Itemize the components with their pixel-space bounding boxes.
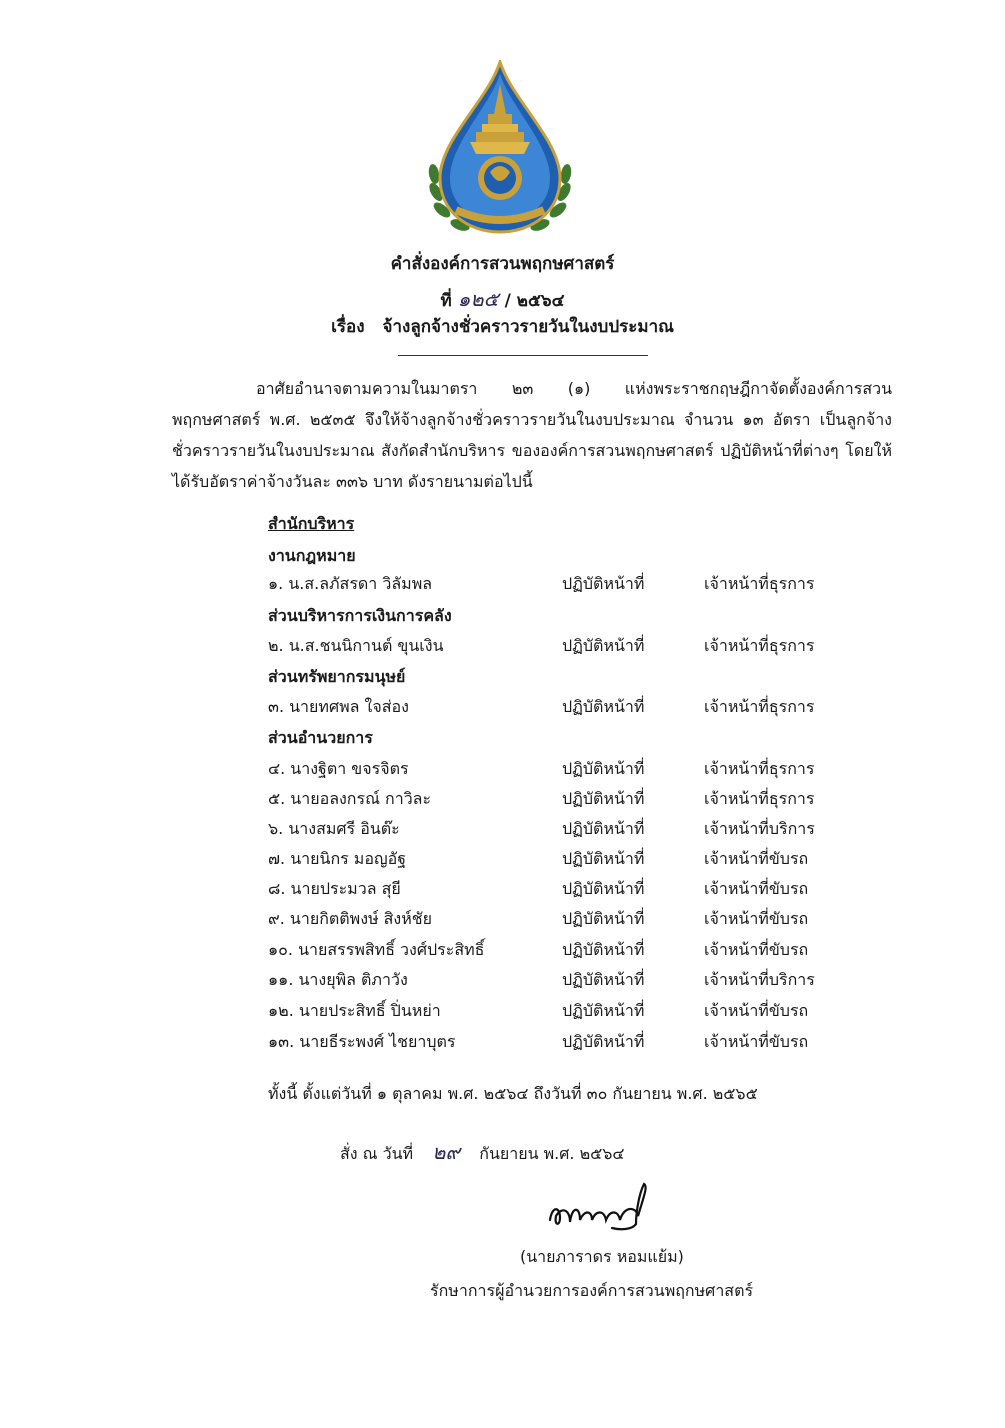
staff-duty: ปฏิบัติหน้าที่: [562, 819, 645, 838]
signer-name: (นายภาราดร หอมแย้ม): [520, 1247, 684, 1266]
staff-position: เจ้าหน้าที่ขับรถ: [704, 879, 809, 898]
staff-duty: ปฏิบัติหน้าที่: [562, 909, 645, 928]
staff-duty: ปฏิบัติหน้าที่: [562, 1032, 645, 1051]
order-title: คำสั่งองค์การสวนพฤกษศาสตร์: [390, 254, 615, 274]
order-date-prefix: สั่ง ณ วันที่: [340, 1144, 414, 1163]
staff-name: ๑๒. นายประสิทธิ์ ปิ่นหย่า: [268, 1001, 441, 1020]
order-date-line: [340, 1136, 625, 1168]
staff-name: ๙. นายกิตติพงษ์ สิงห์ชัย: [268, 909, 433, 928]
staff-row: [268, 787, 888, 811]
staff-name: ๑๐. นายสรรพสิทธิ์ วงศ์ประสิทธิ์: [268, 940, 485, 959]
staff-name: ๘. นายประมวล สุยี: [268, 879, 401, 898]
staff-row: [268, 757, 888, 781]
staff-name: ๕. นายอลงกรณ์ กาวิละ: [268, 789, 432, 808]
staff-row: [268, 634, 888, 658]
body-paragraph: [172, 373, 892, 497]
subject-text: จ้างลูกจ้างชั่วคราวรายวันในงบประมาณ: [382, 317, 674, 337]
staff-name: ๑๑. นางยุพิล ติภาวัง: [268, 970, 408, 989]
staff-row: [268, 999, 888, 1023]
unit-heading-admin: ส่วนอำนวยการ: [268, 728, 373, 747]
order-number-prefix: ที่: [440, 291, 452, 311]
staff-position: เจ้าหน้าที่ธุรการ: [704, 574, 815, 593]
staff-name: ๑๓. นายธีระพงศ์ ไชยาบุตร: [268, 1032, 456, 1051]
subject-label: เรื่อง: [331, 317, 365, 337]
staff-duty: ปฏิบัติหน้าที่: [562, 849, 645, 868]
staff-position: เจ้าหน้าที่ธุรการ: [704, 759, 815, 778]
staff-row: [268, 938, 888, 962]
staff-position: เจ้าหน้าที่ขับรถ: [704, 909, 809, 928]
staff-duty: ปฏิบัติหน้าที่: [562, 574, 645, 593]
staff-duty: ปฏิบัติหน้าที่: [562, 789, 645, 808]
botanical-garden-logo: [420, 60, 580, 240]
staff-duty: ปฏิบัติหน้าที่: [562, 697, 645, 716]
handwritten-signature: [540, 1176, 660, 1240]
staff-position: เจ้าหน้าที่ขับรถ: [704, 1001, 809, 1020]
signer-title: รักษาการผู้อำนวยการองค์การสวนพฤกษศาสตร์: [430, 1281, 754, 1300]
staff-duty: ปฏิบัติหน้าที่: [562, 940, 645, 959]
staff-position: เจ้าหน้าที่ธุรการ: [704, 697, 815, 716]
staff-row: [268, 877, 888, 901]
staff-name: ๑. น.ส.ลภัสรดา วิลัมพล: [268, 574, 433, 593]
staff-row: [268, 847, 888, 871]
order-date-suffix: กันยายน พ.ศ. ๒๕๖๔: [479, 1144, 625, 1163]
department-heading: สำนักบริหาร: [268, 514, 355, 533]
divider: [398, 355, 648, 356]
staff-position: เจ้าหน้าที่ขับรถ: [704, 940, 809, 959]
order-number-suffix: / ๒๕๖๔: [504, 291, 565, 311]
staff-row: [268, 572, 888, 596]
staff-duty: ปฏิบัติหน้าที่: [562, 1001, 645, 1020]
unit-heading-finance: ส่วนบริหารการเงินการคลัง: [268, 606, 452, 625]
staff-duty: ปฏิบัติหน้าที่: [562, 970, 645, 989]
order-date-day-handwritten: ๒๙: [432, 1140, 461, 1164]
staff-row: [268, 1030, 888, 1054]
order-number-handwritten: ๑๒๕: [457, 287, 499, 311]
staff-position: เจ้าหน้าที่ขับรถ: [704, 1032, 809, 1051]
staff-name: ๖. นางสมศรี อินต๊ะ: [268, 819, 400, 838]
staff-duty: ปฏิบัติหน้าที่: [562, 636, 645, 655]
staff-position: เจ้าหน้าที่ธุรการ: [704, 789, 815, 808]
staff-name: ๗. นายนิกร มอญอัฐ: [268, 849, 407, 868]
body-paragraph-text: อาศัยอำนาจตามความในมาตรา ๒๓ (๑) แห่งพระราชกฤษฎีกาจัดตั้งองค์การสวนพฤกษศาสตร์ พ.ศ. ๒๕๓๕ จึงให้จ้างลูกจ้างชั่วคราวรายวันในงบประมาณ จำนวน ๑๓ อัตรา เป็นลูกจ้างชั่วคราวรายวันในงบประมาณ สังกัดสำนักบริหาร ขององค์การสวนพฤกษศาสตร์ ปฏิบัติหน้าที่ต่างๆ โดยให้ได้รับอัตราค่าจ้างวันละ ๓๓๖ บาท ดังรายนามต่อไปนี้: [172, 379, 892, 491]
staff-name: ๓. นายทศพล ใจส่อง: [268, 697, 409, 716]
staff-row: [268, 695, 888, 719]
staff-row: [268, 817, 888, 841]
staff-duty: ปฏิบัติหน้าที่: [562, 879, 645, 898]
unit-heading-legal: งานกฎหมาย: [268, 546, 356, 565]
staff-position: เจ้าหน้าที่บริการ: [704, 819, 815, 838]
staff-position: เจ้าหน้าที่ธุรการ: [704, 636, 815, 655]
staff-duty: ปฏิบัติหน้าที่: [562, 759, 645, 778]
staff-name: ๒. น.ส.ชนนิกานต์ ขุนเงิน: [268, 636, 444, 655]
unit-heading-hr: ส่วนทรัพยากรมนุษย์: [268, 667, 406, 686]
staff-row: [268, 907, 888, 931]
staff-position: เจ้าหน้าที่ขับรถ: [704, 849, 809, 868]
staff-row: [268, 968, 888, 992]
order-number-line: [0, 283, 1005, 315]
staff-name: ๔. นางฐิตา ขจรจิตร: [268, 759, 409, 778]
subject-line: [0, 313, 1005, 340]
staff-position: เจ้าหน้าที่บริการ: [704, 970, 815, 989]
effective-period: ทั้งนี้ ตั้งแต่วันที่ ๑ ตุลาคม พ.ศ. ๒๕๖๔ ถึงวันที่ ๓๐ กันยายน พ.ศ. ๒๕๖๕: [268, 1084, 758, 1103]
